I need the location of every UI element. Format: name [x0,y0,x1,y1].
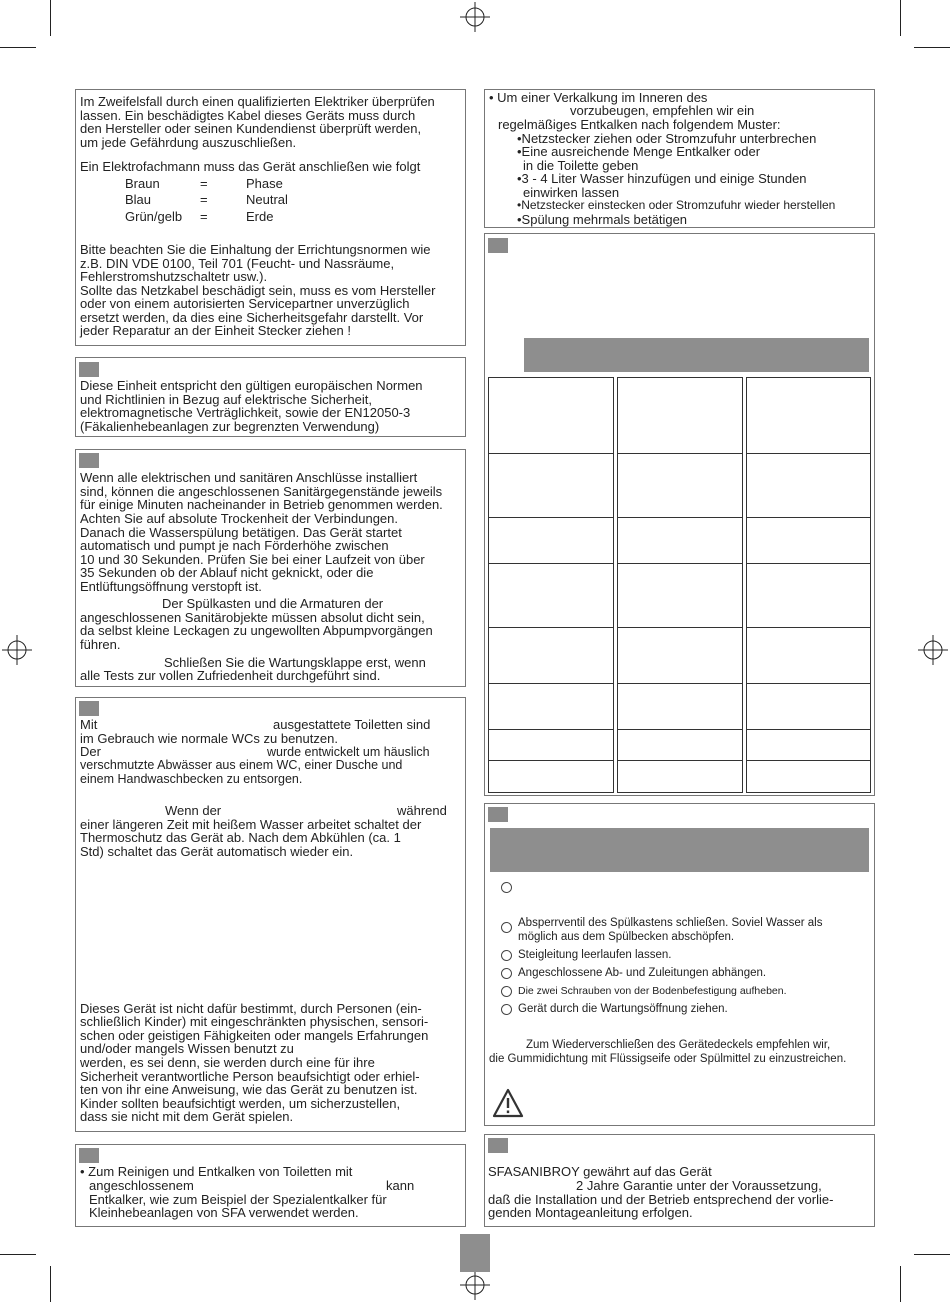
text-line: vorzubeugen, empfehlen wir ein [570,103,755,118]
table-cell [746,517,871,564]
wire-eq: = [200,209,208,224]
step-text: Die zwei Schrauben von der Bodenbefestigung aufheben. [518,985,787,997]
text-line: während [397,803,447,818]
table-cell [488,627,614,684]
registration-mark-icon [2,635,32,665]
text-line: sind, können die angeschlossenen Sanitärgegenstände jeweils [80,484,443,499]
text-line: angeschlossenem [89,1178,194,1193]
table-cell [617,377,743,454]
crop-mark [50,0,51,36]
table-cell [746,683,871,730]
text-line: •Spülung mehrmals betätigen [517,212,688,227]
text-line: Wenn alle elektrischen und sanitären Anschlüsse installiert [80,470,418,485]
text-line: führen. [80,637,121,652]
wire-color: Grün/gelb [125,209,183,224]
section-number-tab [488,1138,508,1153]
text-line: Entlüftungsöffnung verstopft ist. [80,579,262,594]
text-line: daß die Installation und der Betrieb entsprechend der vorlie- [488,1192,834,1207]
section-number-tab [79,1148,99,1163]
crop-mark [914,1254,950,1255]
header-bar [524,338,869,372]
text-line: Dieses Gerät ist nicht dafür bestimmt, durch Personen (ein- [80,1001,422,1016]
text-line: und/oder mangels Wissen benutzt zu [80,1041,294,1056]
crop-mark [0,47,36,48]
step-text: Absperrventil des Spülkastens schließen. Soviel Wasser als [518,917,823,929]
text-line: Entkalker, wie zum Beispiel der Spezialentkalker für [89,1192,387,1207]
text-line: • Um einer Verkalkung im Inneren des [489,90,708,105]
text-line: (Fäkalienhebeanlagen zur begrenzten Verwendung) [80,419,380,434]
table-cell [488,729,614,761]
table-cell [746,627,871,684]
text-line: •Netzstecker ziehen oder Stromzufuhr unterbrechen [517,131,817,146]
text-line: alle Tests zur vollen Zufriedenheit durchgeführt sind. [80,668,381,683]
table-cell [617,729,743,761]
step-marker-icon [501,1004,512,1015]
table-cell [488,563,614,628]
text-line: einwirken lassen [523,185,620,200]
text-line: jeder Reparatur an der Einheit Stecker ziehen ! [80,323,351,338]
header-bar [490,828,869,872]
text-line: Danach die Wasserspülung betätigen. Das Gerät startet [80,525,402,540]
step-text: Steigleitung leerlaufen lassen. [518,949,672,961]
text-line: da selbst kleine Leckagen zu ungewollten Abpumpvorgängen [80,623,433,638]
text-line: 35 Sekunden ob der Ablauf nicht geknickt, oder die [80,565,374,580]
table-cell [617,453,743,518]
crop-mark [900,0,901,36]
text-line: •Netzstecker einstecken oder Stromzufuhr wieder herstellen [517,198,836,212]
section-number-tab [488,238,508,253]
text-line: automatisch und pumpt je nach Förderhöhe zwischen [80,538,389,553]
text-line: schen oder geistigen Fähigkeiten oder mangels Erfahrungen [80,1028,429,1043]
registration-mark-icon [918,635,948,665]
text-line: den Hersteller oder seinen Kundendienst überprüft werden, [80,121,422,136]
text-line: Der [80,744,101,759]
note-text: die Gummidichtung mit Flüssigseife oder Spülmittel zu einzustreichen. [489,1053,847,1065]
wire-color: Blau [125,192,152,207]
table-cell [617,563,743,628]
text-line: Bitte beachten Sie die Einhaltung der Errichtungsnormen wie [80,242,431,257]
text-line: Achten Sie auf absolute Trockenheit der Verbindungen. [80,511,398,526]
text-line: verschmutzte Abwässer aus einem WC, einer Dusche und [80,758,403,772]
text-line: Im Zweifelsfall durch einen qualifizierten Elektriker überprüfen [80,94,435,109]
text-line: 2 Jahre Garantie unter der Voraussetzung, [576,1178,822,1193]
table-cell [746,729,871,761]
text-line: angeschlossenen Sanitärobjekte müssen absolut dicht sein, [80,610,425,625]
text-line: werden, es sei denn, sie werden durch eine für ihre [80,1055,375,1070]
text-line: 10 und 30 Sekunden. Prüfen Sie bei einer Laufzeit von über [80,552,425,567]
text-line: für einige Minuten nacheinander in Betrieb genommen werden. [80,497,443,512]
table-cell [617,683,743,730]
step-text: Gerät durch die Wartungsöffnung ziehen. [518,1003,728,1015]
text-line: Sollte das Netzkabel beschädigt sein, muss es vom Hersteller [80,283,436,298]
text-line: Sicherheit verantwortliche Person beaufsichtigt oder erhiel- [80,1069,420,1084]
text-line: um jede Gefährdung auszuschließen. [80,135,297,150]
text-line: einer längeren Zeit mit heißem Wasser arbeitet schaltet der [80,817,422,832]
text-line: Kinder sollten beaufsichtigt werden, um sicherzustellen, [80,1096,401,1111]
crop-mark [50,1266,51,1302]
text-line: Diese Einheit entspricht den gültigen europäischen Normen [80,378,423,393]
table-cell [488,453,614,518]
table-cell [617,627,743,684]
text-line: und Richtlinien in Bezug auf elektrische Sicherheit, [80,392,372,407]
step-marker-icon [501,986,512,997]
text-line: SFASANIBROY gewährt auf das Gerät [488,1164,712,1179]
table-cell [746,377,871,454]
section-number-tab [488,807,508,822]
table-cell [746,760,871,793]
section-number-tab [79,453,99,468]
table-cell [488,517,614,564]
wire-function: Erde [246,209,274,224]
step-text: Angeschlossene Ab- und Zuleitungen abhängen. [518,967,767,979]
table-cell [488,683,614,730]
table-cell [488,760,614,793]
text-line: Ein Elektrofachmann muss das Gerät anschließen wie folgt [80,159,421,174]
wire-eq: = [200,176,208,191]
wire-function: Neutral [246,192,288,207]
text-line: z.B. DIN VDE 0100, Teil 701 (Feucht- und Nassräume, [80,256,395,271]
step-marker-icon [501,882,512,893]
page-number-block [460,1234,490,1272]
crop-mark [0,1254,36,1255]
table-cell [617,517,743,564]
text-line: oder von einem autorisierten Servicepartner unverzüglich [80,296,410,311]
text-line: wurde entwickelt um häuslich [267,745,430,759]
text-line: Fehlerstromshutzschaltetr usw.). [80,269,268,284]
text-line: Thermoschutz das Gerät ab. Nach dem Abkühlen (ca. 1 [80,830,401,845]
text-line: ersetzt werden, da dies eine Sicherheitsgefahr darstellt. Vor [80,310,424,325]
text-line: einem Handwaschbecken zu entsorgen. [80,772,303,786]
table-cell [488,377,614,454]
table-cell [746,563,871,628]
text-line: im Gebrauch wie normale WCs zu benutzen. [80,731,338,746]
text-line: genden Montageanleitung erfolgen. [488,1205,693,1220]
step-marker-icon [501,922,512,933]
section-number-tab [79,362,99,377]
warning-triangle-icon [492,1088,524,1118]
table-cell [746,453,871,518]
text-line: Wenn der [165,803,222,818]
step-marker-icon [501,950,512,961]
note-text: Zum Wiederverschließen des Gerätedeckels empfehlen wir, [526,1039,831,1051]
text-line: regelmäßiges Entkalken nach folgendem Muster: [498,117,781,132]
crop-mark [914,47,950,48]
text-line: in die Toilette geben [523,158,639,173]
text-line: kann [386,1178,415,1193]
text-line: Schließen Sie die Wartungsklappe erst, wenn [164,655,426,670]
text-line: ten von ihr eine Anweisung, wie das Gerät zu benutzen ist. [80,1082,418,1097]
text-line: Std) schaltet das Gerät automatisch wieder ein. [80,844,354,859]
text-line: •Eine ausreichende Menge Entkalker oder [517,144,761,159]
table-cell [617,760,743,793]
text-line: •3 - 4 Liter Wasser hinzufügen und einige Stunden [517,171,807,186]
wire-eq: = [200,192,208,207]
step-text: möglich aus dem Spülbecken abschöpfen. [518,931,735,943]
text-line: elektromagnetische Verträglichkeit, sowie der EN12050-3 [80,405,411,420]
wire-color: Braun [125,176,160,191]
text-line: ausgestattete Toiletten sind [273,717,431,732]
text-line: Kleinhebeanlagen von SFA verwendet werden. [89,1205,359,1220]
text-line: Der Spülkasten und die Armaturen der [162,596,384,611]
registration-mark-icon [460,2,490,32]
step-marker-icon [501,968,512,979]
section-number-tab [79,701,99,716]
text-line: schließlich Kinder) mit eingeschränkten physischen, sensori- [80,1014,429,1029]
crop-mark [900,1266,901,1302]
text-line: lassen. Ein beschädigtes Kabel dieses Geräts muss durch [80,108,416,123]
wire-function: Phase [246,176,283,191]
text-line: Mit [80,717,98,732]
text-line: dass sie nicht mit dem Gerät spielen. [80,1109,294,1124]
registration-mark-icon [460,1270,490,1300]
text-line: • Zum Reinigen und Entkalken von Toiletten mit [80,1164,353,1179]
